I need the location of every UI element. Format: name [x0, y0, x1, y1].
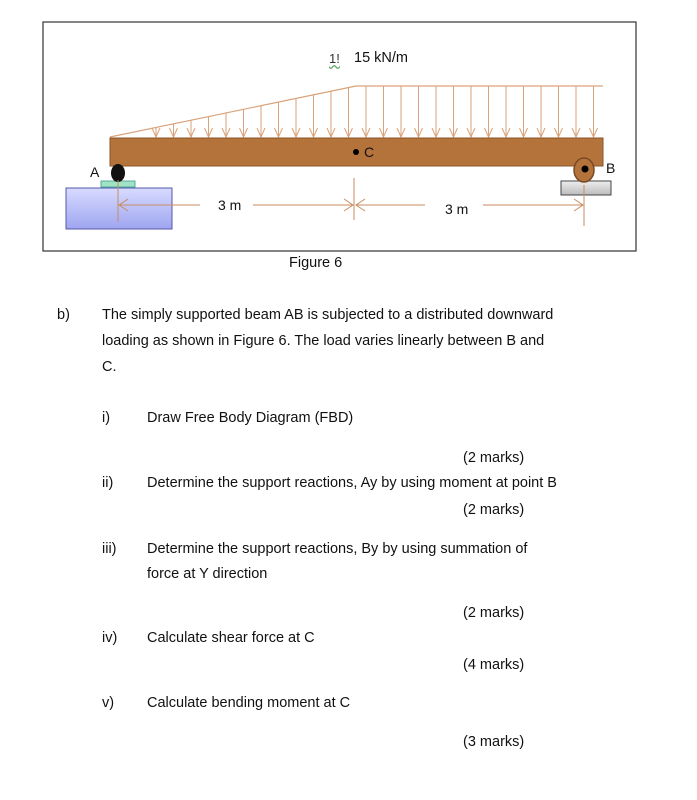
part-number: i) — [102, 410, 111, 426]
part-text: Determine the support reactions, By by using summation of — [147, 541, 528, 557]
part-marks: (4 marks) — [463, 657, 525, 673]
question-text-line: loading as shown in Figure 6. The load varies linearly between B and — [102, 333, 545, 349]
part-text: Determine the support reactions, Ay by using moment at point B — [147, 475, 557, 491]
figure-caption: Figure 6 — [289, 255, 343, 271]
point-a-label: A — [90, 164, 100, 180]
question-label: b) — [57, 307, 70, 323]
dimension-left: 3 m — [218, 197, 242, 213]
part-text: Draw Free Body Diagram (FBD) — [147, 410, 354, 426]
figure-6-diagram — [0, 0, 697, 280]
part-number: iv) — [102, 630, 118, 646]
part-text: force at Y direction — [147, 566, 268, 582]
part-marks: (2 marks) — [463, 605, 525, 621]
pin-support — [111, 164, 125, 182]
part-text: Calculate shear force at C — [147, 630, 315, 646]
dimension-right: 3 m — [445, 201, 469, 217]
roller-support-base — [561, 181, 611, 195]
load-label: 15 kN/m — [354, 50, 408, 66]
roller-pin — [582, 166, 589, 173]
part-marks: (2 marks) — [463, 450, 525, 466]
part-text: Calculate bending moment at C — [147, 695, 351, 711]
pin-support-block — [66, 188, 172, 229]
question-text-line: C. — [102, 359, 117, 375]
part-marks: (3 marks) — [463, 734, 525, 750]
point-c-marker — [353, 149, 359, 155]
point-c-label: C — [364, 144, 375, 160]
question-text-line: The simply supported beam AB is subjected to a distributed downward — [102, 307, 554, 323]
part-number: v) — [102, 695, 115, 711]
part-number: ii) — [102, 475, 114, 491]
part-marks: (2 marks) — [463, 502, 525, 518]
part-number: iii) — [102, 541, 117, 557]
load-label-artifact: 1! — [329, 51, 340, 66]
point-b-label: B — [606, 160, 616, 176]
